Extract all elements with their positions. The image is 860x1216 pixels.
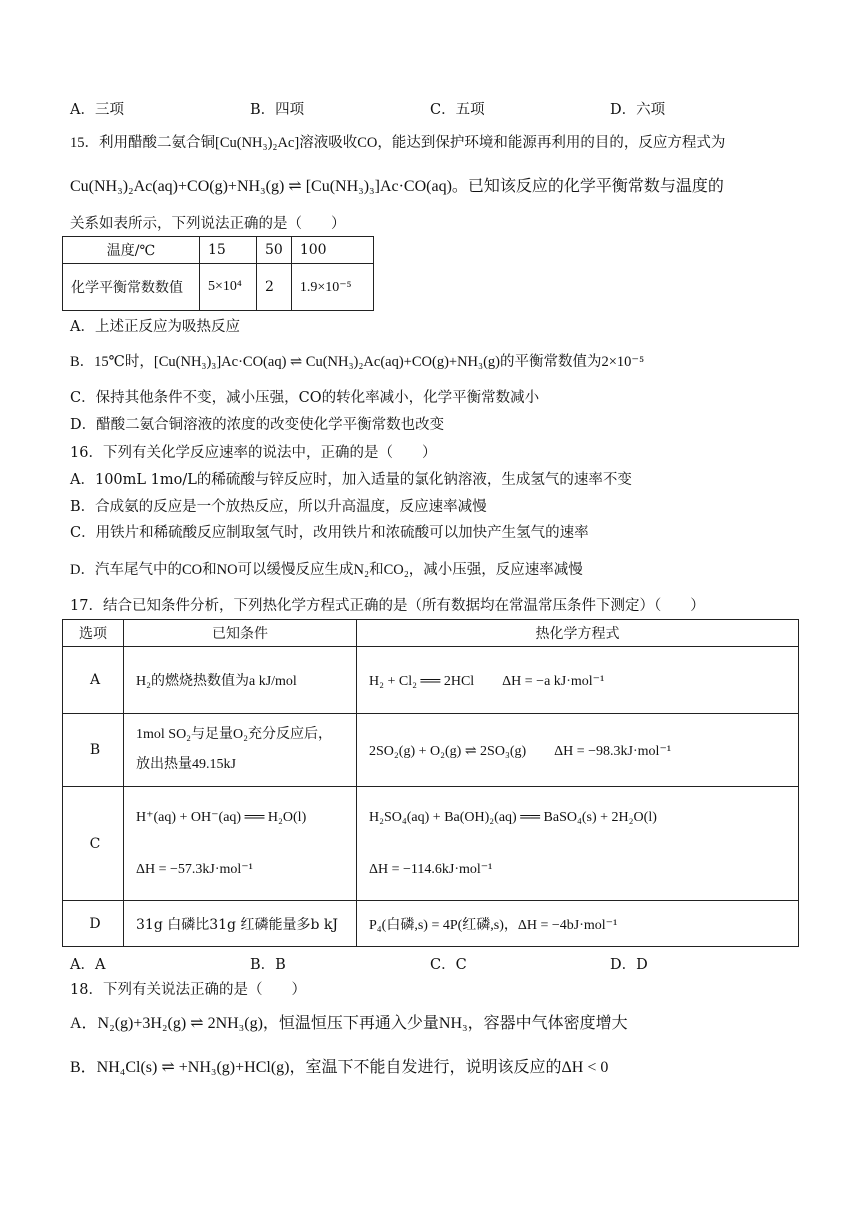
q18-option-b: B．NH₄Cl(s) ⇌ +NH₃(g)+HCl(g)，室温下不能自发进行，说明该反应的ΔH < 0	[70, 1059, 609, 1076]
q18-stem: 18．下列有关说法正确的是（ ）	[70, 982, 306, 998]
q17-row-c-condition-2: ΔH = −57.3kJ·mol⁻¹	[136, 861, 253, 877]
q16-stem: 16．下列有关化学反应速率的说法中，正确的是（ ）	[70, 445, 437, 461]
q18-option-a: A．N₂(g)+3H₂(g) ⇌ 2NH₃(g)，恒温恒压下再通入少量NH₃，容器中气体密度增大	[70, 1015, 628, 1032]
q15-table-temp-15: 15	[200, 237, 257, 264]
q17-row-c-condition-1: H⁺(aq) + OH⁻(aq) ══ H₂O(l)	[136, 809, 307, 825]
q15-option-a: A．上述正反应为吸热反应	[70, 319, 240, 335]
q15-table-temp-50: 50	[257, 237, 292, 264]
q14-option-b: B．四项	[250, 102, 305, 118]
q17-table	[62, 619, 799, 947]
q14-option-c: C．五项	[430, 102, 485, 118]
table-row	[63, 787, 799, 901]
q17-header-equation: 热化学方程式	[357, 620, 799, 647]
q15-option-d: D．醋酸二氨合铜溶液的浓度的改变使化学平衡常数也改变	[70, 417, 445, 433]
q17-row-c-label: C	[63, 787, 124, 901]
q17-row-d-label: D	[63, 901, 124, 947]
q17-row-a-condition: H₂的燃烧热数值为a kJ/mol	[124, 647, 357, 714]
q17-option-d: D．D	[610, 957, 648, 973]
q17-header-option: 选项	[63, 620, 124, 647]
q15-table-header-k: 化学平衡常数数值	[63, 264, 200, 311]
q15-table-header-temp: 温度/℃	[63, 237, 200, 264]
q17-option-c: C．C	[430, 957, 467, 973]
q17-row-d-equation: P₄(白磷,s) = 4P(红磷,s)，ΔH = −4bJ·mol⁻¹	[357, 901, 799, 947]
q15-table	[62, 236, 374, 311]
q17-option-a: A．A	[70, 957, 106, 973]
q15-table-k-50: 2	[257, 264, 292, 311]
q15-stem-line3: 关系如表所示，下列说法正确的是（ ）	[70, 216, 346, 232]
q17-row-b-equation: 2SO₂(g) + O₂(g) ⇌ 2SO₃(g) ΔH = −98.3kJ·mol⁻¹	[357, 714, 799, 787]
q14-option-d: D．六项	[610, 102, 666, 118]
q17-row-d-condition: 31g 白磷比31g 红磷能量多b kJ	[124, 901, 357, 947]
q17-row-b-condition-1: 1mol SO₂与足量O₂充分反应后，	[136, 727, 333, 742]
q15-table-k-100: 1.9×10⁻⁵	[291, 264, 373, 311]
q14-options	[70, 98, 790, 119]
q16-option-a: A．100mL 1mo/L的稀硫酸与锌反应时，加入适量的氯化钠溶液，生成氢气的速率不变	[70, 472, 632, 488]
q15-stem-line2: Cu(NH₃)₂Ac(aq)+CO(g)+NH₃(g) ⇌ [Cu(NH₃)₃]Ac·CO(aq)。已知该反应的化学平衡常数与温度的	[70, 178, 724, 195]
q17-row-c-equation-1: H₂SO₄(aq) + Ba(OH)₂(aq) ══ BaSO₄(s) + 2H₂O(l)	[369, 809, 657, 825]
q17-row-a-label: A	[63, 647, 124, 714]
q14-option-a: A．三项	[70, 102, 124, 118]
q17-row-c-equation-2: ΔH = −114.6kJ·mol⁻¹	[369, 861, 493, 877]
q17-options	[70, 953, 790, 974]
table-row	[63, 714, 799, 787]
table-row	[63, 901, 799, 947]
q17-row-a-equation: H₂ + Cl₂ ══ 2HCl ΔH = −a kJ·mol⁻¹	[357, 647, 799, 714]
q16-option-b: B．合成氨的反应是一个放热反应，所以升高温度，反应速率减慢	[70, 499, 487, 515]
q15-option-c: C．保持其他条件不变，减小压强，CO的转化率减小，化学平衡常数减小	[70, 390, 540, 406]
q15-option-b: B．15℃时，[Cu(NH₃)₃]Ac·CO(aq) ⇌ Cu(NH₃)₂Ac(aq)+CO(g)+NH₃(g)的平衡常数值为2×10⁻⁵	[70, 354, 645, 370]
q17-row-b-label: B	[63, 714, 124, 787]
q15-stem-line1: 15．利用醋酸二氨合铜[Cu(NH₃)₂Ac]溶液吸收CO，能达到保护环境和能源再利用的目的，反应方程式为	[70, 135, 726, 151]
q17-row-b-condition-2: 放出热量49.15kJ	[136, 757, 236, 772]
q17-option-b: B．B	[250, 957, 286, 973]
q17-stem: 17．结合已知条件分析，下列热化学方程式正确的是（所有数据均在常温常压条件下测定）（ ）	[70, 598, 705, 614]
q15-table-k-15: 5×10⁴	[200, 264, 257, 311]
q16-option-d: D．汽车尾气中的CO和NO可以缓慢反应生成N₂和CO₂，减小压强，反应速率减慢	[70, 562, 583, 578]
q15-table-temp-100: 100	[291, 237, 373, 264]
table-row	[63, 647, 799, 714]
q16-option-c: C．用铁片和稀硫酸反应制取氢气时，改用铁片和浓硫酸可以加快产生氢气的速率	[70, 525, 589, 541]
q17-header-condition: 已知条件	[124, 620, 357, 647]
